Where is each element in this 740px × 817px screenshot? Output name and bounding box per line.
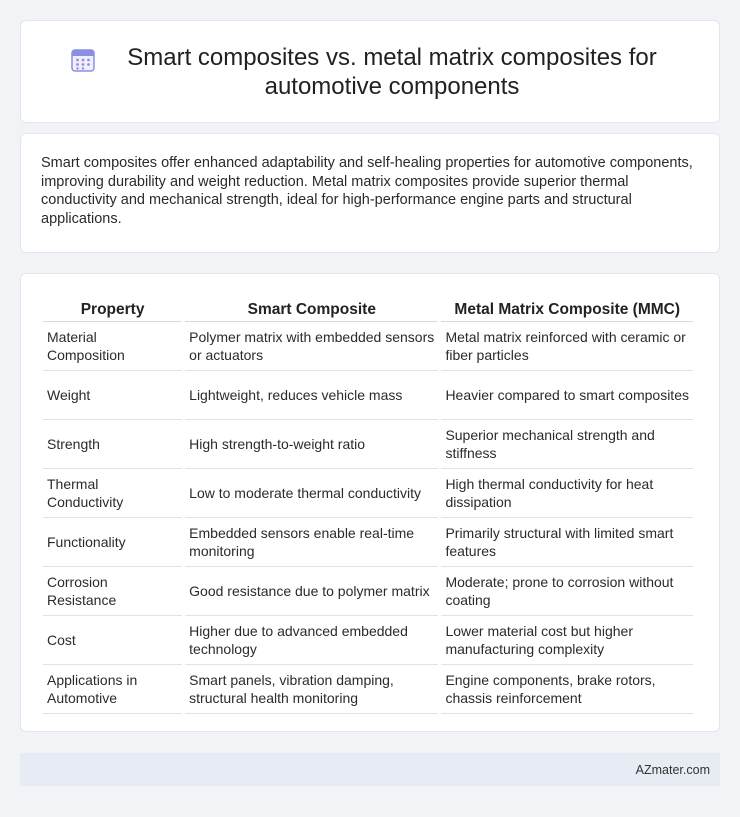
table-cell-property: Cost — [43, 616, 182, 665]
table-cell-smart: Higher due to advanced embedded technology — [185, 616, 438, 665]
table-row — [43, 420, 693, 469]
title-card — [20, 20, 720, 123]
column-header-mmc: Metal Matrix Composite (MMC) — [441, 292, 693, 322]
table-row — [43, 567, 693, 616]
table-cell-mmc: High thermal conductivity for heat dissipation — [441, 469, 693, 518]
table-cell-mmc: Metal matrix reinforced with ceramic or fiber particles — [441, 322, 693, 371]
comparison-table-card — [20, 273, 720, 732]
summary-card — [20, 133, 720, 253]
title-wrap — [70, 43, 670, 101]
footer-brand: AZmater.com — [635, 762, 710, 777]
table-cell-property: Applications in Automotive — [43, 665, 182, 714]
table-cell-property: Thermal Conductivity — [43, 469, 182, 518]
table-cell-smart: High strength-to-weight ratio — [185, 420, 438, 469]
table-cell-mmc: Lower material cost but higher manufacturing complexity — [441, 616, 693, 665]
summary-paragraph: Smart composites offer enhanced adaptability and self-healing properties for automotive components, improving durability and weight reduction. Metal matrix composites provide superior thermal conductivity and mechanical strength, ideal for high-performance engine parts and structural applications. — [41, 155, 693, 227]
table-cell-mmc: Engine components, brake rotors, chassis reinforcement — [441, 665, 693, 714]
table-row — [43, 665, 693, 714]
table-header-row — [43, 292, 693, 322]
column-header-property: Property — [43, 292, 182, 322]
table-row — [43, 518, 693, 567]
table-cell-smart: Smart panels, vibration damping, structural health monitoring — [185, 665, 438, 714]
table-cell-property: Weight — [43, 371, 182, 420]
table-cell-mmc: Primarily structural with limited smart features — [441, 518, 693, 567]
table-cell-property: Material Composition — [43, 322, 182, 371]
footer — [20, 753, 720, 786]
table-row — [43, 616, 693, 665]
page-title: Smart composites vs. metal matrix composites for automotive components — [127, 43, 657, 100]
table-cell-property: Strength — [43, 420, 182, 469]
calendar-icon — [70, 47, 96, 73]
table-row — [43, 371, 693, 420]
table-cell-smart: Embedded sensors enable real-time monitoring — [185, 518, 438, 567]
table-cell-mmc: Superior mechanical strength and stiffness — [441, 420, 693, 469]
table-cell-mmc: Moderate; prone to corrosion without coating — [441, 567, 693, 616]
table-cell-smart: Polymer matrix with embedded sensors or actuators — [185, 322, 438, 371]
column-header-smart-composite: Smart Composite — [185, 292, 438, 322]
comparison-table — [40, 292, 696, 714]
table-cell-property: Corrosion Resistance — [43, 567, 182, 616]
table-cell-smart: Good resistance due to polymer matrix — [185, 567, 438, 616]
table-cell-mmc: Heavier compared to smart composites — [441, 371, 693, 420]
table-cell-smart: Lightweight, reduces vehicle mass — [185, 371, 438, 420]
table-cell-property: Functionality — [43, 518, 182, 567]
table-cell-smart: Low to moderate thermal conductivity — [185, 469, 438, 518]
table-row — [43, 469, 693, 518]
table-row — [43, 322, 693, 371]
